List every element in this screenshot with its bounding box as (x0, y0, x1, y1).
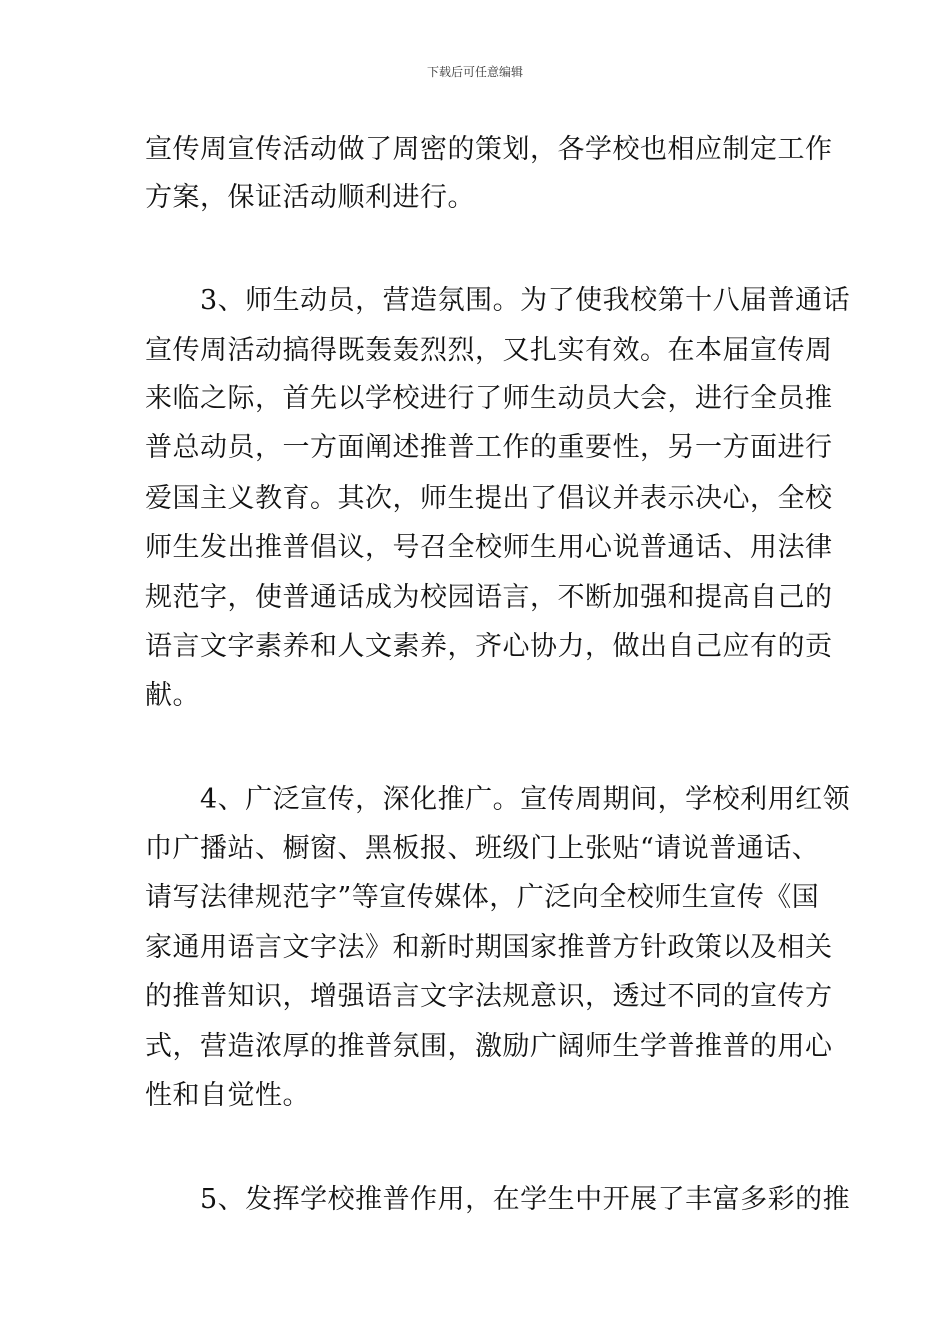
text-line: 5、发挥学校推普作用，在学生中开展了丰富多彩的推 (145, 1184, 851, 1215)
text-line: 巾广播站、橱窗、黑板报、班级门上张贴“请说普通话、 (145, 833, 820, 864)
page-header: 下载后可任意编辑 (426, 65, 523, 79)
text-line: 3、师生动员，营造氛围。为了使我校第十八届普通话 (145, 285, 851, 316)
text-line: 宣传周宣传活动做了周密的策划，各学校也相应制定工作 (145, 134, 833, 165)
text-line: 来临之际，首先以学校进行了师生动员大会，进行全员推 (145, 383, 833, 414)
text-line: 性和自觉性。 (145, 1080, 310, 1111)
text-line: 方案，保证活动顺利进行。 (145, 182, 475, 213)
text-line: 家通用语言文字法》和新时期国家推普方针政策以及相关 (145, 932, 833, 963)
text-line: 爱国主义教育。其次，师生提出了倡议并表示决心，全校 (145, 483, 833, 514)
text-line: 规范字，使普通话成为校园语言，不断加强和提高自己的 (145, 582, 833, 613)
text-line: 语言文字素养和人文素养，齐心协力，做出自己应有的贡 (145, 631, 833, 662)
text-line: 师生发出推普倡议，号召全校师生用心说普通话、用法律 (145, 532, 833, 563)
text-line: 4、广泛宣传，深化推广。宣传周期间，学校利用红领 (145, 784, 851, 815)
text-line: 献。 (145, 680, 200, 711)
text-line: 普总动员，一方面阐述推普工作的重要性，另一方面进行 (145, 432, 833, 463)
text-line: 式，营造浓厚的推普氛围，激励广阔师生学普推普的用心 (145, 1031, 833, 1062)
text-line: 的推普知识，增强语言文字法规意识，透过不同的宣传方 (145, 981, 833, 1012)
text-line: 宣传周活动搞得既轰轰烈烈，又扎实有效。在本届宣传周 (145, 335, 833, 366)
text-line: 请写法律规范字”等宣传媒体，广泛向全校师生宣传《国 (145, 882, 820, 913)
